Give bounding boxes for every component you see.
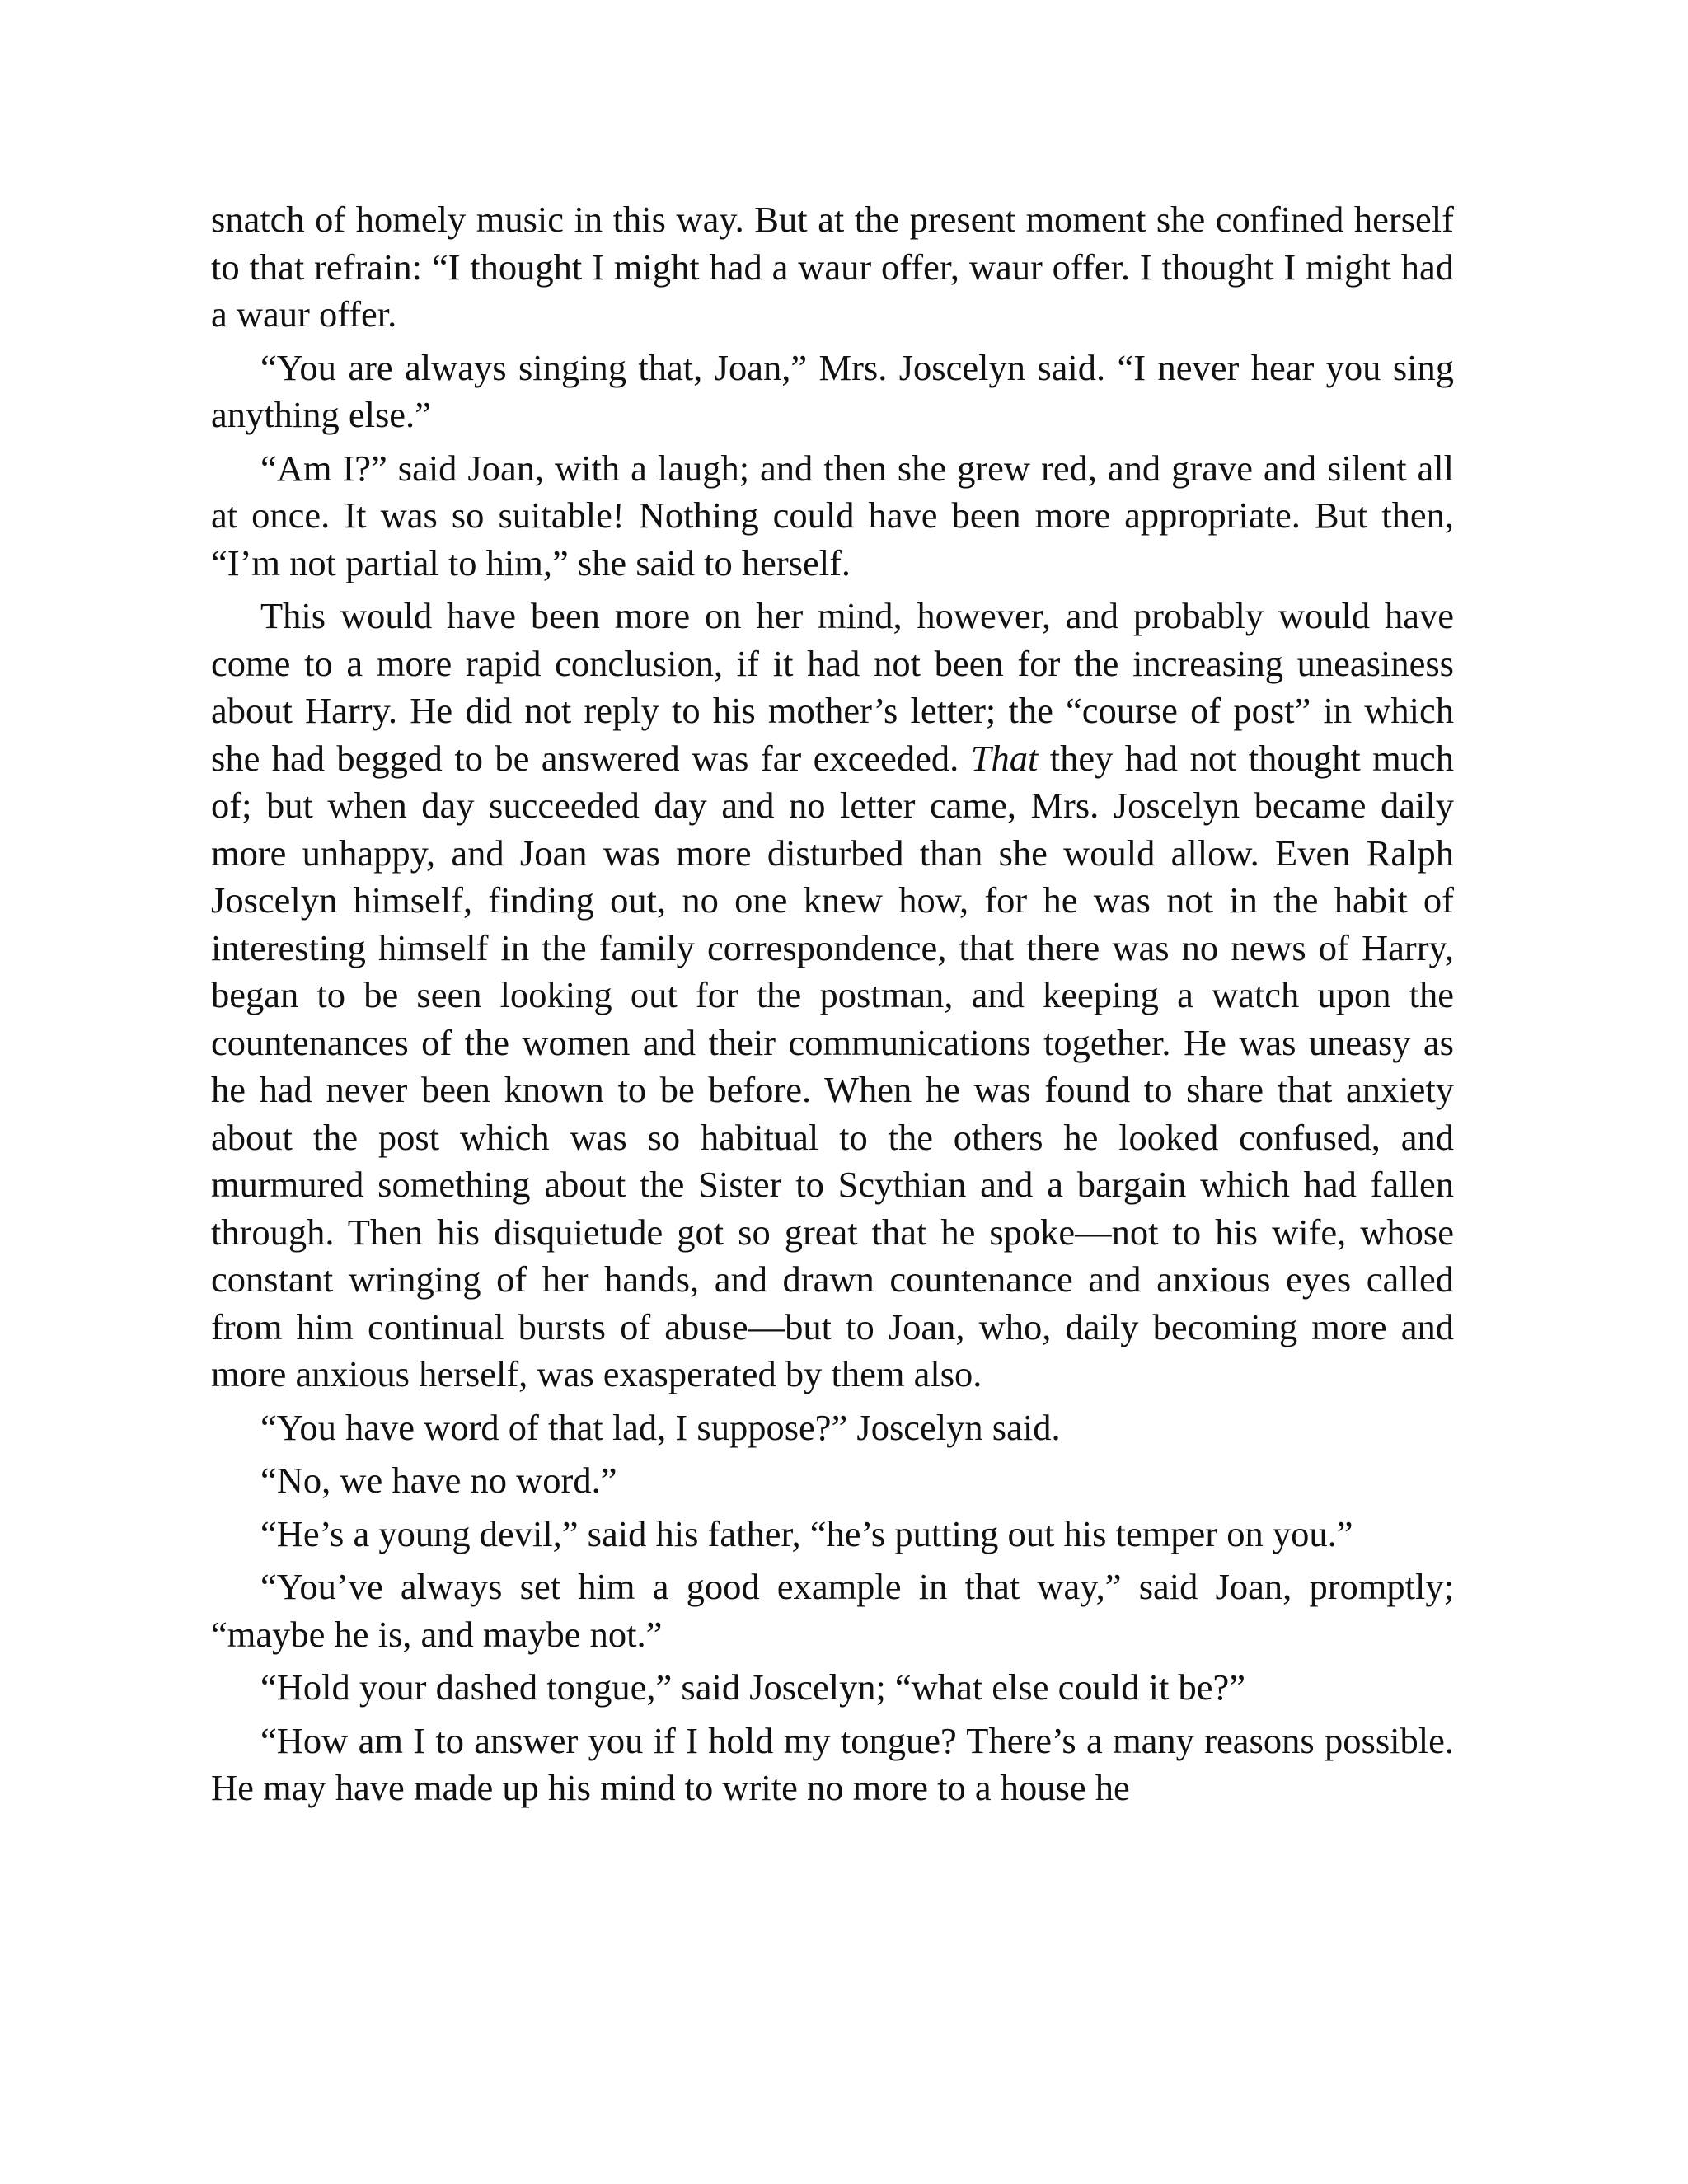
paragraph xyxy=(211,1404,1454,1452)
paragraph-text: “You have word of that lad, I suppose?” Joscelyn said. xyxy=(260,1406,1061,1448)
paragraph xyxy=(211,593,1454,1399)
paragraph xyxy=(211,196,1454,339)
paragraph xyxy=(211,1718,1454,1812)
paragraph-text: “No, we have no word.” xyxy=(260,1460,617,1501)
paragraph xyxy=(211,445,1454,588)
page-body xyxy=(211,196,1454,1818)
paragraph-text: “How am I to answer you if I hold my tongue? There’s a many reasons possible. He may have made up his mind to write no more to a house he xyxy=(211,1719,1454,1808)
italic-text: That xyxy=(970,737,1039,779)
paragraph-text: “You are always singing that, Joan,” Mrs. Joscelyn said. “I never hear you sing anything else.” xyxy=(211,346,1454,435)
paragraph-text: “Am I?” said Joan, with a laugh; and then she grew red, and grave and silent all at once. It was so suitable! Nothing could have been more appropriate. But then, “I’m not partial to him,” she said to herself. xyxy=(211,447,1454,583)
paragraph-text: snatch of homely music in this way. But at the present moment she confined herself to that refrain: “I thought I might had a waur offer, waur offer. I thought I might had a waur offer. xyxy=(211,199,1454,335)
paragraph-text: “He’s a young devil,” said his father, “he’s putting out his temper on you.” xyxy=(260,1512,1353,1554)
paragraph-text: they had not thought much of; but when day succeeded day and no letter came, Mrs. Joscelyn became daily more unhappy, and Joan was more disturbed than she would allow. Even Ralph Joscelyn himself, finding out, no one knew how, for he was not in the habit of interesting himself in the family correspondence, that there was no news of Harry, began to be seen looking out for the postman, and keeping a watch upon the countenances of the women and their communications together. He was uneasy as he had never been known to be before. When he was found to share that anxiety about the post which was so habitual to the others he looked confused, and murmured something about the Sister to Scythian and a bargain which had fallen through. Then his disquietude got so great that he spoke—not to his wife, whose constant wringing of her hands, and drawn countenance and anxious eyes called from him continual bursts of abuse—but to Joan, who, daily becoming more and more anxious herself, was exasperated by them also. xyxy=(211,737,1454,1394)
paragraph-text: “You’ve always set him a good example in that way,” said Joan, promptly; “maybe he is, and maybe not.” xyxy=(211,1566,1454,1655)
paragraph-text: This would have been more on her mind, however, and probably would have come to a more rapid conclusion, if it had not been for the increasing uneasiness about Harry. He did not reply to his mother’s letter; the “course of post” in which she had begged to be answered was far exceeded. xyxy=(211,595,1454,779)
paragraph xyxy=(211,1563,1454,1658)
paragraph xyxy=(211,1511,1454,1558)
paragraph xyxy=(211,1664,1454,1712)
paragraph xyxy=(211,1457,1454,1505)
paragraph-text: “Hold your dashed tongue,” said Joscelyn; “what else could it be?” xyxy=(260,1666,1245,1708)
paragraph xyxy=(211,344,1454,439)
